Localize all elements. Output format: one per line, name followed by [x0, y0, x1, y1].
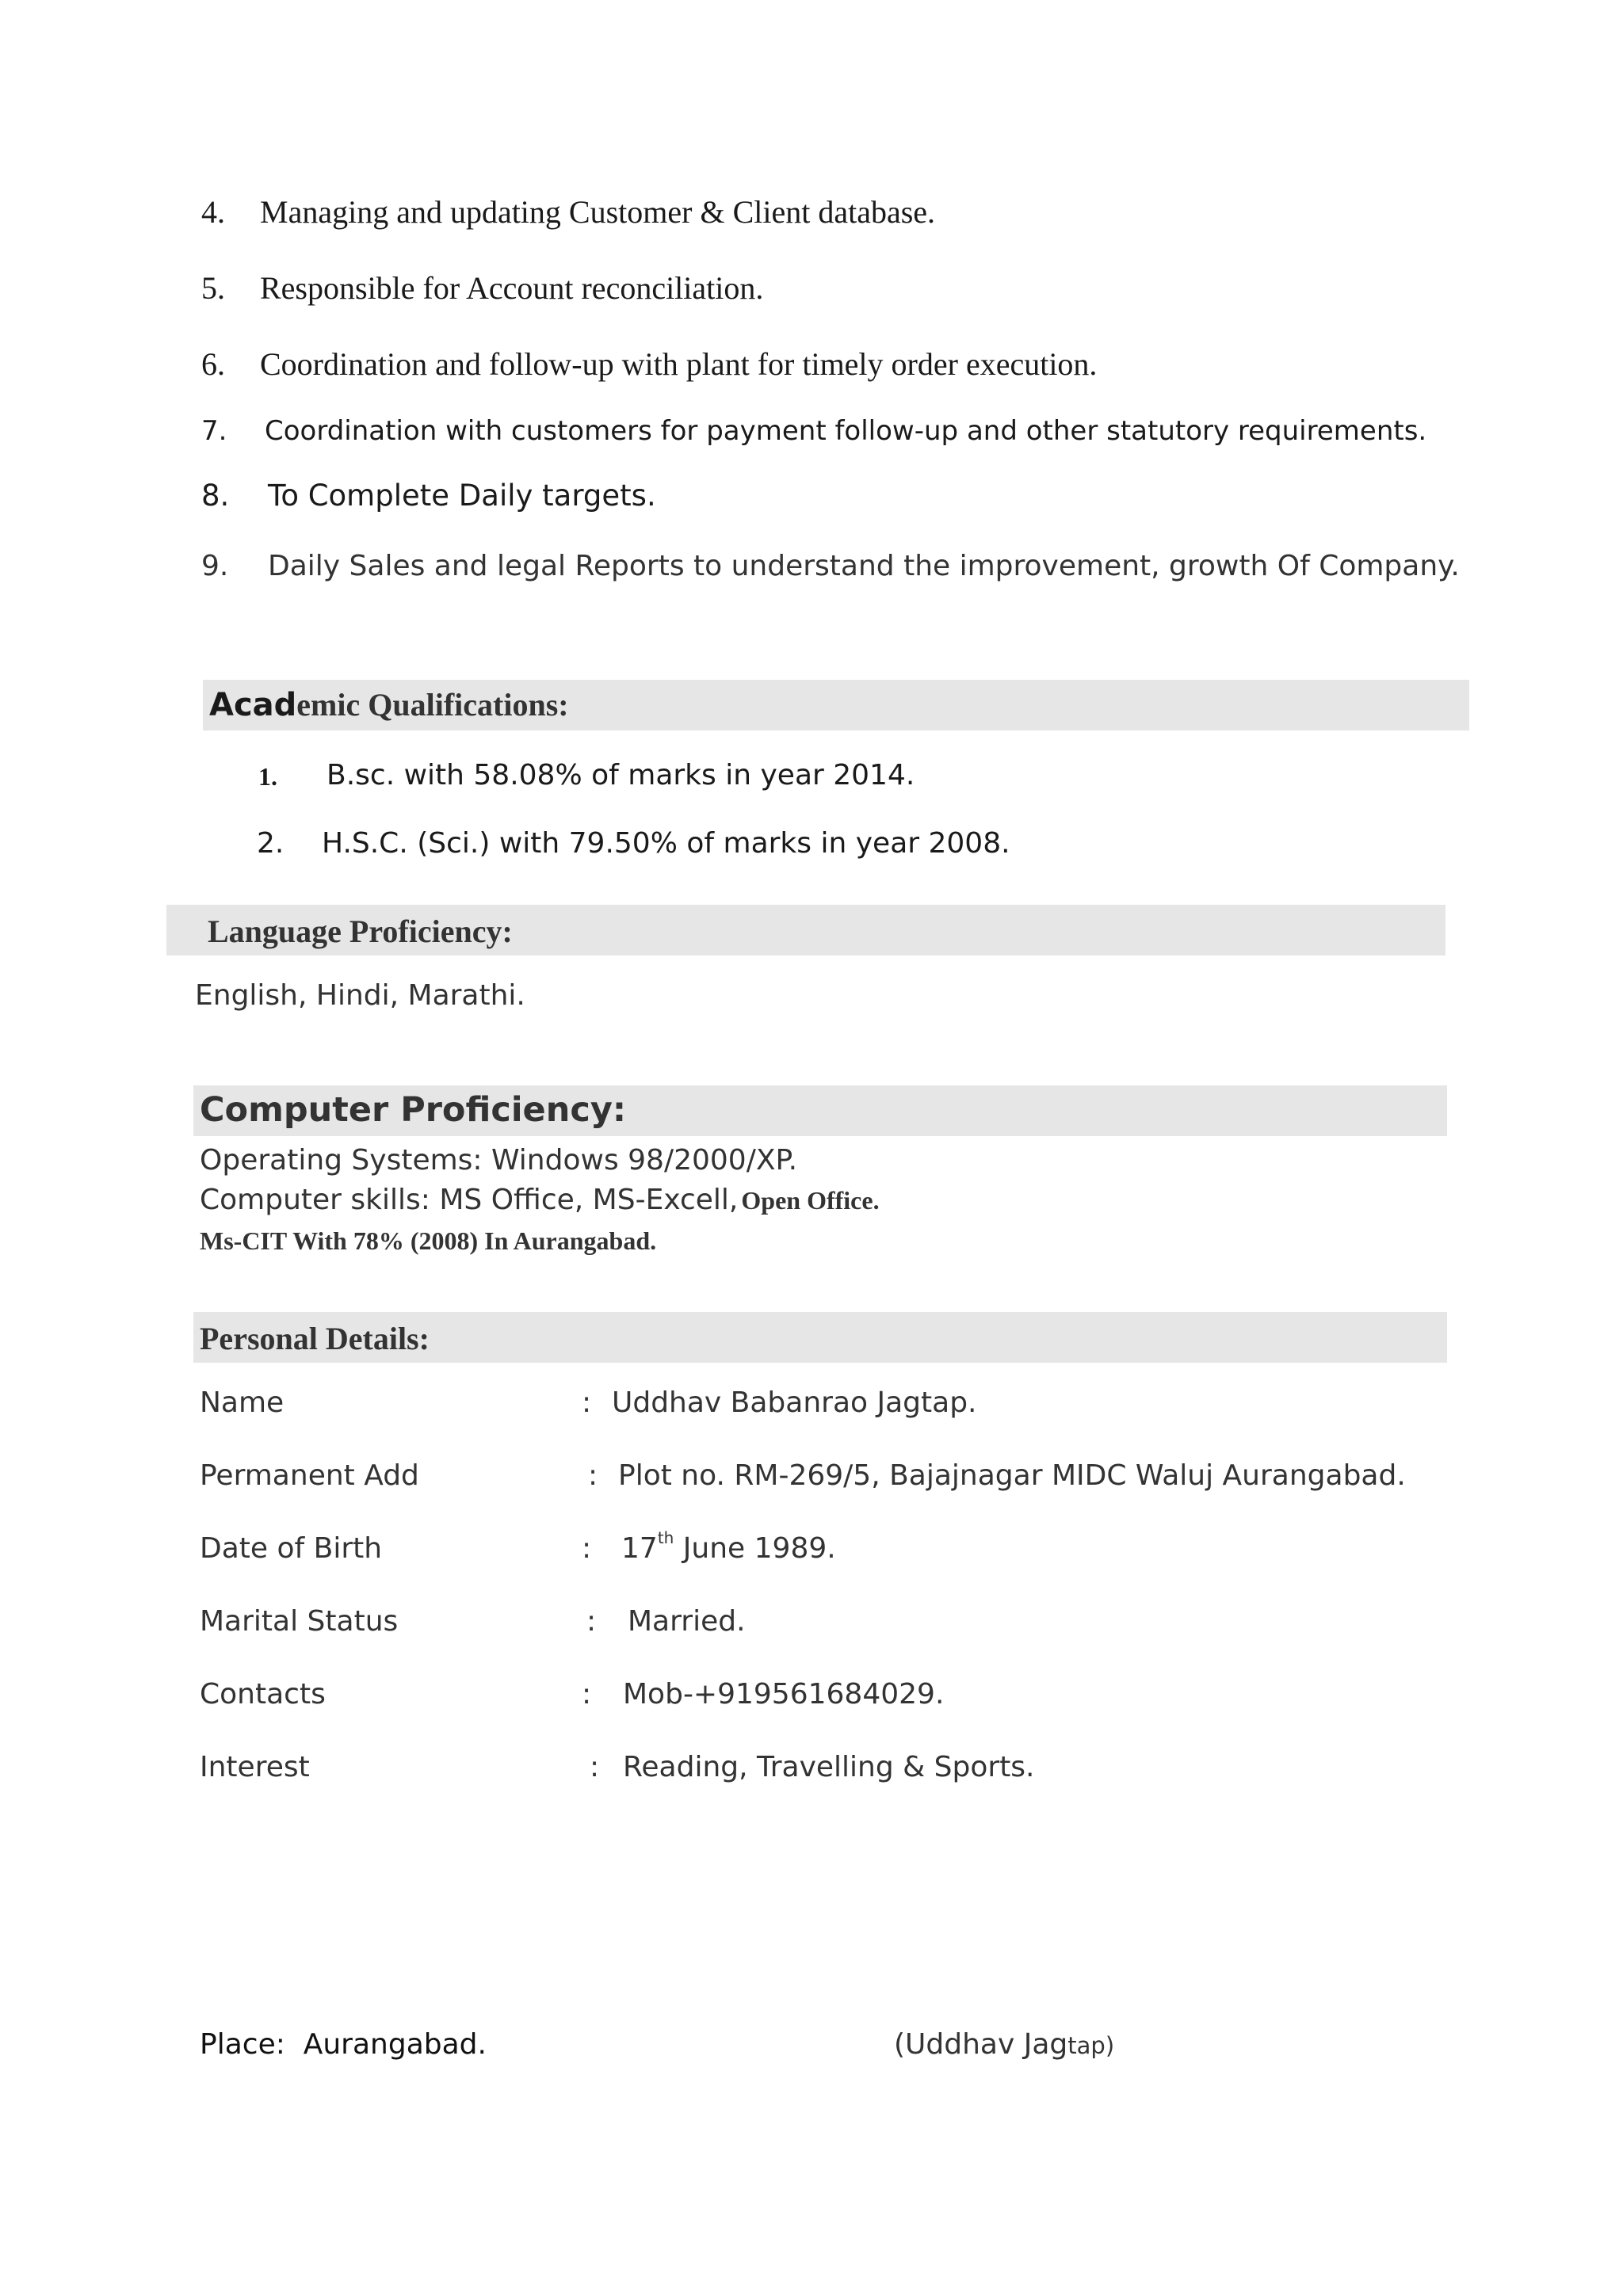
computer-skills-open-office: Open Office. [741, 1186, 880, 1215]
academic-item-2: H.S.C. (Sci.) with 79.50% of marks in year 2008. [322, 827, 1010, 860]
personal-interest-colon: : [590, 1751, 600, 1783]
personal-marital-label: Marital Status [200, 1605, 399, 1638]
computer-heading: Computer Proficiency: [200, 1090, 627, 1130]
computer-mscit: Ms-CIT With 78% (2008) In Aurangabad. [200, 1226, 657, 1255]
personal-dob-value [621, 1528, 836, 1565]
resp-text-4: Managing and updating Customer & Client database. [260, 194, 936, 230]
dob-ordinal: th [657, 1528, 674, 1547]
resp-text-9: Daily Sales and legal Reports to understand the improvement, growth Of Company. [268, 550, 1460, 582]
resp-number: 4. [201, 194, 225, 230]
computer-skills [200, 1184, 880, 1216]
resp-number: 6. [201, 346, 225, 382]
academic-heading-part2: emic Qualifications: [296, 687, 569, 723]
personal-name-value: Uddhav Babanrao Jagtap. [612, 1386, 977, 1419]
resp-number: 8. [201, 479, 230, 513]
footer-signature [894, 2028, 1114, 2061]
resp-text-7: Coordination with customers for payment follow-up and other statutory requirements. [265, 415, 1427, 447]
dob-rest: June 1989. [682, 1532, 836, 1565]
signature-main: (Uddhav Jag [894, 2028, 1068, 2061]
personal-address-label: Permanent Add [200, 1459, 419, 1492]
academic-item-2-number: 2. [257, 827, 285, 860]
academic-heading [209, 686, 569, 723]
resp-item-4 [201, 193, 225, 231]
resp-text-6: Coordination and follow-up with plant for timely order execution. [260, 346, 1098, 382]
personal-heading: Personal Details: [200, 1321, 430, 1356]
computer-os: Operating Systems: Windows 98/2000/XP. [200, 1144, 798, 1177]
academic-heading-part1: Acad [209, 687, 297, 723]
personal-address-colon: : [588, 1459, 598, 1492]
resp-text-8: To Complete Daily targets. [268, 479, 656, 513]
personal-name-colon: : [582, 1386, 592, 1419]
resp-number: 5. [201, 270, 225, 306]
resp-number: 7. [201, 415, 227, 447]
resp-item-8 [201, 479, 229, 513]
personal-name-label: Name [200, 1386, 285, 1419]
academic-item-1: B.sc. with 58.08% of marks in year 2014. [327, 759, 915, 791]
footer-place [200, 2028, 487, 2061]
language-list: English, Hindi, Marathi. [195, 979, 525, 1012]
personal-address-value: Plot no. RM-269/5, Bajajnagar MIDC Waluj Aurangabad. [618, 1459, 1406, 1492]
place-label: Place: [200, 2028, 285, 2061]
personal-marital-value: Married. [628, 1605, 746, 1638]
computer-skills-text: Computer skills: MS Office, MS-Excell, [200, 1184, 739, 1216]
resp-text-5: Responsible for Account reconciliation. [260, 270, 764, 306]
resp-item-7 [201, 415, 227, 447]
personal-contacts-value: Mob-+919561684029. [623, 1678, 945, 1711]
personal-interest-value: Reading, Travelling & Sports. [623, 1751, 1035, 1783]
resp-item-6 [201, 345, 225, 383]
resp-item-5 [201, 269, 225, 307]
resp-item-9 [201, 550, 228, 582]
place-value: Aurangabad. [303, 2028, 487, 2061]
personal-marital-colon: : [586, 1605, 597, 1638]
personal-dob-label: Date of Birth [200, 1532, 383, 1565]
language-heading: Language Proficiency: [208, 913, 513, 949]
academic-item-1-number: 1. [258, 762, 277, 791]
resp-number: 9. [201, 550, 229, 582]
dob-day: 17 [621, 1532, 658, 1565]
personal-contacts-colon: : [582, 1678, 592, 1711]
personal-interest-label: Interest [200, 1751, 310, 1783]
signature-small: tap) [1067, 2032, 1115, 2059]
personal-dob-colon: : [582, 1532, 592, 1565]
personal-contacts-label: Contacts [200, 1678, 326, 1711]
